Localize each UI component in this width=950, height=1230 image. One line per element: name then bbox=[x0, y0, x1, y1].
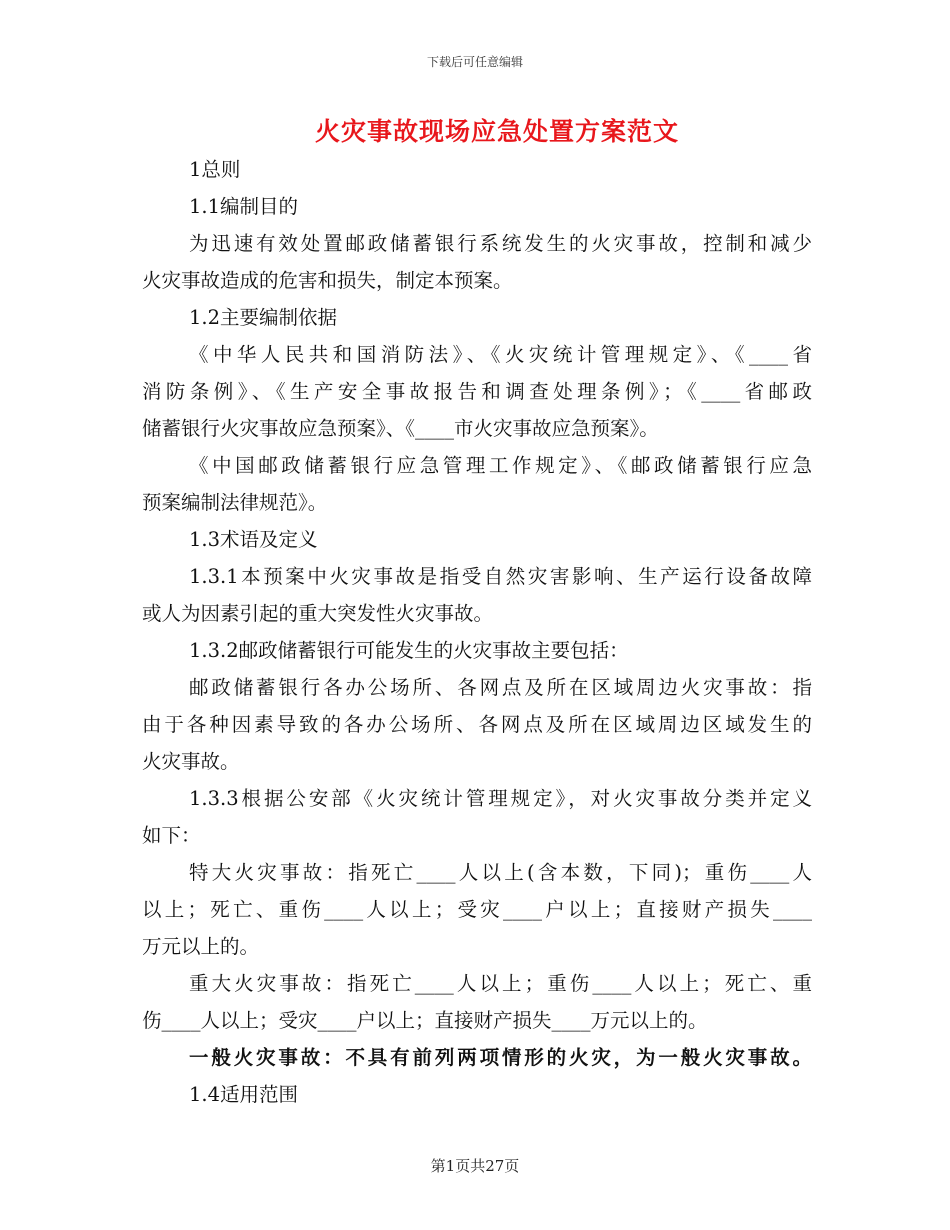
text-line: 1.3术语及定义 bbox=[189, 528, 318, 551]
text-line: 火灾事故造成的危害和损失，制定本预案。 bbox=[142, 269, 513, 292]
text-line: 以上；死亡、重伤____人以上；受灾____户以上；直接财产损失____ bbox=[142, 898, 812, 921]
text-line: 如下： bbox=[142, 824, 201, 847]
text-line: 1.4适用范围 bbox=[189, 1083, 299, 1106]
text-line: 由于各种因素导致的各办公场所、各网点及所在区域周边区域发生的 bbox=[142, 713, 812, 736]
text-line: 1.2主要编制依据 bbox=[189, 306, 338, 329]
text-line: 1.3.2邮政储蓄银行可能发生的火灾事故主要包括： bbox=[189, 639, 629, 662]
text-line: 1.3.3根据公安部《火灾统计管理规定》，对火灾事故分类并定义 bbox=[189, 787, 812, 810]
text-line: 1总则 bbox=[189, 158, 241, 181]
text-line: 1.3.1本预案中火灾事故是指受自然灾害影响、生产运行设备故障 bbox=[189, 565, 812, 588]
text-line: 储蓄银行火灾事故应急预案》、《____市火灾事故应急预案》。 bbox=[142, 417, 659, 440]
text-line: 或人为因素引起的重大突发性火灾事故。 bbox=[142, 602, 494, 625]
text-line: 火灾事故。 bbox=[142, 750, 240, 773]
text-line: 重大火灾事故：指死亡____人以上；重伤____人以上；死亡、重 bbox=[189, 972, 812, 995]
page-header: 下载后可任意编辑 bbox=[426, 55, 523, 69]
text-line: 特大火灾事故：指死亡____人以上(含本数，下同)；重伤____人 bbox=[189, 861, 812, 884]
text-line: 一般火灾事故：不具有前列两项情形的火灾，为一般火灾事故。 bbox=[189, 1046, 812, 1069]
text-line: 伤____人以上；受灾____户以上；直接财产损失____万元以上的。 bbox=[142, 1009, 708, 1032]
page-footer: 第1页共27页 bbox=[430, 1157, 520, 1175]
text-line: 邮政储蓄银行各办公场所、各网点及所在区域周边火灾事故：指 bbox=[189, 676, 812, 699]
text-line: 预案编制法律规范》。 bbox=[142, 491, 328, 514]
text-line: 为迅速有效处置邮政储蓄银行系统发生的火灾事故，控制和减少 bbox=[189, 232, 812, 255]
text-line: 消防条例》、《生产安全事故报告和调查处理条例》；《____省邮政 bbox=[142, 380, 812, 403]
text-line: 1.1编制目的 bbox=[189, 195, 299, 218]
document-body bbox=[142, 151, 812, 1113]
text-line: 万元以上的。 bbox=[142, 935, 260, 958]
text-line: 《中国邮政储蓄银行应急管理工作规定》、《邮政储蓄银行应急 bbox=[189, 454, 812, 477]
document-title: 火灾事故现场应急处置方案范文 bbox=[314, 117, 679, 146]
text-line: 《中华人民共和国消防法》、《火灾统计管理规定》、《____省 bbox=[189, 343, 812, 366]
